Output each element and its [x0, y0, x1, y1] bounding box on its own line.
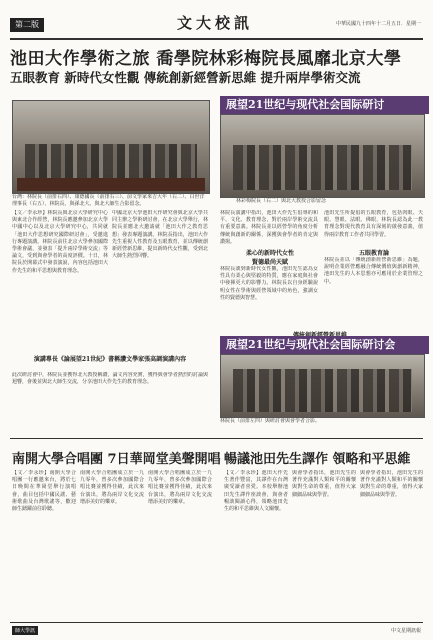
lower-col-b2: 南開大學合唱團成立於一九九零年，曾多次參加國際合唱比賽並獲得佳績，此次來台演出，將為兩岸文化交流增添美好的樂章。	[148, 470, 212, 505]
bottom-left-text: 此次研討會中，林院長並獲得北大教授稱讚，論文內容充實，獲得與會學者熱烈的討論與迴響，會後並與北大師生交流，分享池田大作先生的教育理念。	[12, 372, 208, 386]
edition-label: 第二版	[10, 18, 44, 32]
lower-col-a: 【文／李永珍】南開大學合唱團一行應邀來台，將於七日晚間在華岡堂舉行演唱會，曲目包括中國民謠、藝術歌曲及台灣歌謠等，歡迎師生踴躍前往聆聽。	[12, 470, 76, 513]
photo-top-right	[220, 114, 425, 198]
footer-right: 中文星期訊報	[390, 628, 421, 634]
article-col-5: 池田先生所提倡的五眼教育，包括肉眼、天眼、慧眼、法眼、佛眼，林院長認為此一教育理念對現代教育具有深刻的啟發意義，值得兩岸教育工作者共同學習。	[324, 210, 423, 238]
caption-mid-right: 林院長（前排左四）與研討會與會學者合影。	[220, 418, 321, 424]
masthead-title: 文大校訊	[176, 14, 253, 32]
photo-mid-right	[220, 354, 425, 418]
subtitle-women-2: 賢德最尚天賦	[251, 259, 288, 266]
lead-subhead: 五眼教育 新時代女性觀 傳統創新經營新思維 提升兩岸學術交流	[10, 70, 361, 85]
subtitle-bottom-left: 演講專長《論展望21世紀》書稱讚文學家張高調演講內容	[33, 356, 187, 363]
subtitle-education: 五眼教育論	[358, 250, 389, 257]
caption-top-left: 台灣：林院長（前排右四）、康德國長（前排右三）、前文學家來吉大年（右二）、白世洋理事長（右五）、林院長、與孫北大、與北大師生合影留念。	[12, 194, 205, 207]
lower-col-b: 南開大學合唱團成立於一九九零年，曾多次參加國際合唱比賽並獲得佳績，此次來台演出，將為兩岸文化交流增添美好的樂章。	[80, 470, 144, 505]
article-col-3: 林院長演講中指出，池田大作先生倡導的和平、文化、教育理念，對於兩岸學術交流具有重要意義。林院長並以經營學的角度分析傳統與創新的關係，深獲與會學者的肯定與讚揚。	[220, 210, 318, 245]
subtitle-women: 柔心的新時代女性	[245, 250, 294, 257]
issue-date: 中華民國九十四年十二月五日．星期一	[335, 21, 421, 27]
lower-col-c: 【文／李永珍】池田大作先生著作豐富，其譯作在台灣廣受讀者喜愛。本校舉辦池田先生譯作座談會，與會者暢談閱讀心得，領略池田先生的和平思維與人文關懷。	[224, 470, 288, 513]
lead-headline: 池田大作學術之旅 喬學院林彩梅院長風靡北京大學	[10, 49, 402, 69]
section-divider	[10, 438, 423, 439]
lower-col-d2: 與會學者指出，池田先生的著作充滿對人類和平的關懷與對生命的尊重，值得大家細細品味與學習。	[360, 470, 423, 498]
lower-headline-right: 暢議池田先生譯作 領略和平思維	[224, 452, 411, 467]
footer-rule	[10, 622, 423, 623]
caption-top-right: 林彩梅院長（右二）與北大教授合影留念	[236, 198, 327, 204]
photo-group-top-left	[12, 100, 210, 194]
article-col-4: 林院長談到新時代女性觀，池田先生認為女性具有柔心與堅毅的特質，應在家庭與社會中發揮更大的影響力。林院長以自身經驗說明女性在學術與經營領域中的角色，強調女性的賢德與智慧。	[220, 266, 318, 301]
footer-tag: 師大學訊	[12, 626, 38, 635]
article-col-1: 【文／李永珍】林院長與北京大學研究中心與東北合作經營，林院長應邀參加北京大學中國中心以及北京大學研究中心，共同就「池田大作思想研究國際研討會」，受邀進行專題演講。林院長前往北京大學參加國際學術會議，並發表「提升兩岸學術交流」等論文，受到與會學者的高度評價。十日，林院長於開幕式中發表演說，內容包括池田大作先生的和平思想與教育理念。	[12, 210, 108, 274]
lower-headline-left: 南開大學合唱團 7日華岡堂美聲開唱	[12, 452, 221, 467]
banner-middle: 展望21世纪与现代社会国际研讨会	[220, 336, 429, 354]
banner-top: 展望21世纪与现代社会国际研讨	[220, 96, 429, 114]
lower-col-d: 與會學者指出，池田先生的著作充滿對人類和平的關懷與對生命的尊重，值得大家細細品味與學習。	[292, 470, 356, 498]
article-col-6: 林院長並以「傳統創新經營新思維」為題，說明企業經營應融合傳統價值與創新精神，池田先生的人本思想亦可應用於企業管理之中。	[324, 257, 423, 285]
article-col-2: 中國北京大學池田大作研究會與北京大學共同主辦之學術研討會，在北京大學舉行，林院長並應北大邀請就「池田大作之教育思想」發表專題演講。林院長指出，池田大作先生重視人性教育及五眼教育，並以傳統創新經營新思維，提出新時代女性觀，受到北大師生熱烈回響。	[112, 210, 208, 260]
